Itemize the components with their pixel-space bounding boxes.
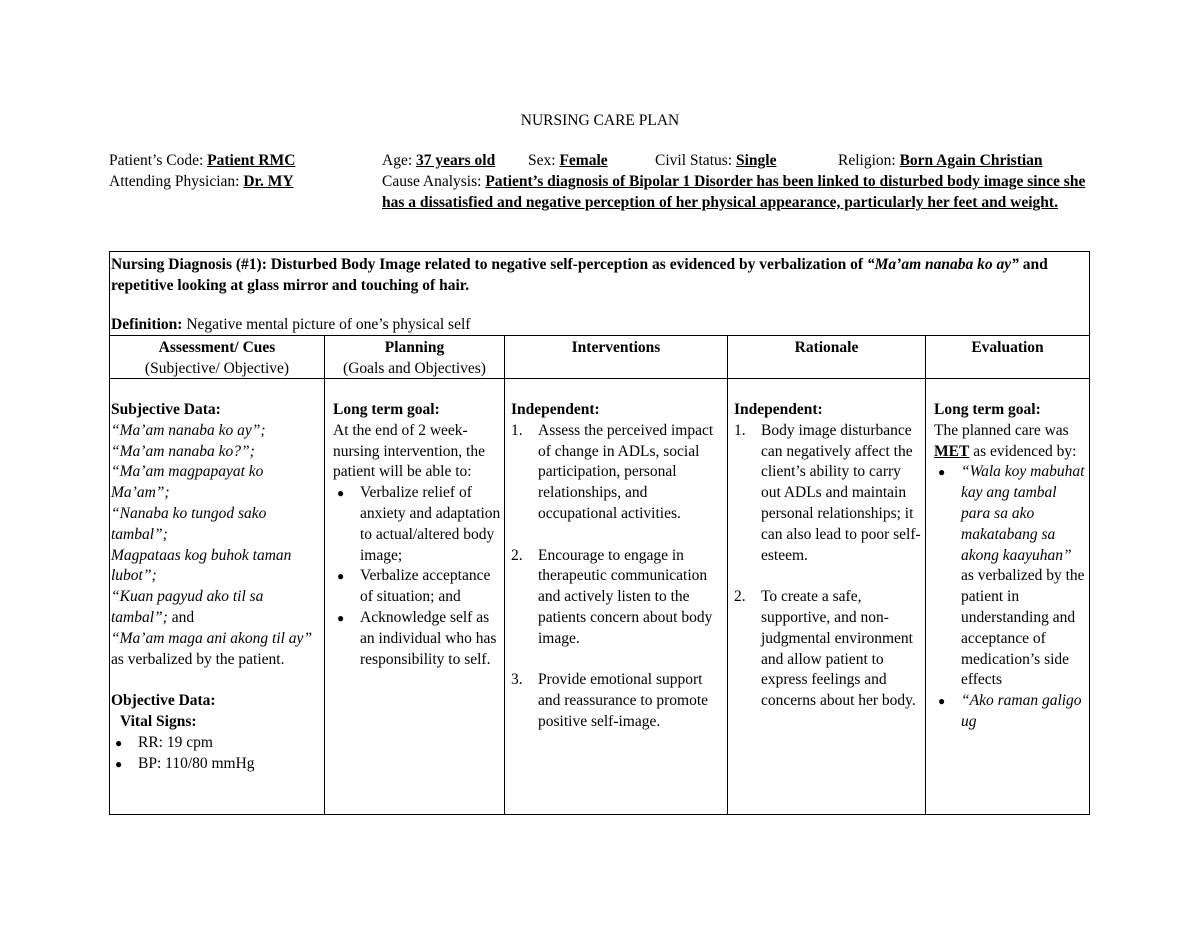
rationale-item: 2. To create a safe, supportive, and non-judgmental environment and allow patient to express feelings and concerns about her body. [734,588,916,710]
civil-status-field: Civil Status: Single [655,152,777,169]
intervention-item: 2. Encourage to engage in therapeutic communication and actively listen to the patients concern about body image. [511,546,713,647]
sex-value: Female [559,152,608,169]
evaluation-item: ● “Wala koy mabuhat kay ang tambal para sa ako makatabang sa akong kaayuhan” as verbalized by the patient in understanding and acceptance of medication’s side effects [934,462,1086,691]
column-divider [504,335,505,814]
evaluation-column [934,400,1086,733]
col-header-planning: Planning [384,339,445,356]
column-divider [727,335,728,814]
planning-goal-label: Long term goal: [333,401,440,418]
definition: Definition: Negative mental picture of one’s physical self [111,316,471,333]
subjective-label: Subjective Data: [111,401,221,418]
patient-code-value: Patient RMC [207,152,296,169]
rationale-item: 1. Body image disturbance can negatively affect the client’s ability to carry out ADLs and maintain personal relationships; it can also lead to poor self-esteem. [734,421,921,564]
subjective-quote: Magpataas kog buhok taman lubot”; [111,546,292,585]
subjective-quote: “Ma’am magpapayat ko Ma’am”; [111,463,264,502]
bullet-icon: ● [115,735,123,750]
col-header-rationale: Rationale [794,339,859,356]
assessment-column [111,400,319,774]
planning-column [333,400,501,670]
interventions-column [511,400,723,733]
evaluation-goal-label: Long term goal: [934,401,1041,418]
col-subheader-assessment: (Subjective/ Objective) [144,360,290,377]
interventions-label: Independent: [511,401,600,418]
planning-item: ● Acknowledge self as an individual who has responsibility to self. [333,608,501,670]
intervention-item: 3. Provide emotional support and reassurance to promote positive self-image. [511,671,709,730]
religion-value: Born Again Christian [899,152,1043,169]
planning-item: ● Verbalize relief of anxiety and adaptation to actual/altered body image; [333,483,501,566]
age-field: Age: 37 years old [382,152,496,169]
met-status: MET [934,442,970,460]
care-plan-table [109,251,1090,815]
bullet-icon: ● [337,569,345,584]
col-subheader-planning: (Goals and Objectives) [343,360,486,377]
bullet-icon: ● [337,486,345,501]
religion-field: Religion: Born Again Christian [838,152,1043,169]
cause-analysis: Cause Analysis: Patient’s diagnosis of Bipolar 1 Disorder has been linked to disturbed body image since she has a dissatisfied and negative perception of her physical appearance, particularly her feet and weight. [382,173,1086,211]
subjective-quote: “Ma’am nanaba ko?”; [111,442,255,460]
cause-analysis-text: Patient’s diagnosis of Bipolar 1 Disorder has been linked to disturbed body image since she has a dissatisfied and negative perception of her physical appearance, particularly her feet and weight. [382,173,1086,211]
col-header-interventions: Interventions [571,339,661,356]
rationale-label: Independent: [734,401,823,418]
evaluation-item: ● “Ako raman galigo ug [934,691,1086,733]
vital-sign-item: ● RR: 19 cpm [111,733,319,754]
subjective-quote: “Ma’am nanaba ko ay”; [111,421,266,439]
vital-sign-item: ● BP: 110/80 mmHg [111,754,319,775]
page-title: NURSING CARE PLAN [520,112,680,129]
vital-signs-label: Vital Signs: [120,712,197,730]
subjective-quote: “Nanaba ko tungod sako tambal”; [111,504,267,543]
planning-item: ● Verbalize acceptance of situation; and [333,566,501,608]
header-top-divider [110,335,1089,336]
planning-intro: At the end of 2 week-nursing intervention, the patient will be able to: [333,421,485,481]
bullet-icon: ● [115,756,123,771]
physician-value: Dr. MY [243,173,294,190]
col-header-evaluation: Evaluation [971,339,1044,356]
subjective-quote-line: “Kuan pagyud ako til sa tambal”; and [111,588,264,626]
subjective-last-quote: “Ma’am maga ani akong til ay” as verbalized by the patient. [111,629,313,668]
patient-code-field: Patient’s Code: Patient RMC [109,152,296,169]
objective-label: Objective Data: [111,692,216,710]
col-header-assessment: Assessment/ Cues [158,339,276,356]
sex-field: Sex: Female [528,152,608,169]
column-divider [925,335,926,814]
intervention-item: 1. Assess the perceived impact of change in ADLs, social participation, personal relationships, and occupational activities. [511,421,714,522]
age-value: 37 years old [416,152,496,169]
bullet-icon: ● [337,610,345,625]
bullet-icon: ● [938,465,946,480]
column-divider [324,335,325,814]
civil-status-value: Single [735,152,777,169]
evaluation-intro: The planned care was MET as evidenced by: [934,421,1077,460]
rationale-column [734,400,924,712]
bullet-icon: ● [938,694,946,709]
nursing-diagnosis: Nursing Diagnosis (#1): Disturbed Body Image related to negative self-perception as evidenced by verbalization of “Ma’am nanaba ko ay” and repetitive looking at glass mirror and touching of hair. [111,256,1048,294]
physician-field: Attending Physician: Dr. MY [109,173,294,190]
